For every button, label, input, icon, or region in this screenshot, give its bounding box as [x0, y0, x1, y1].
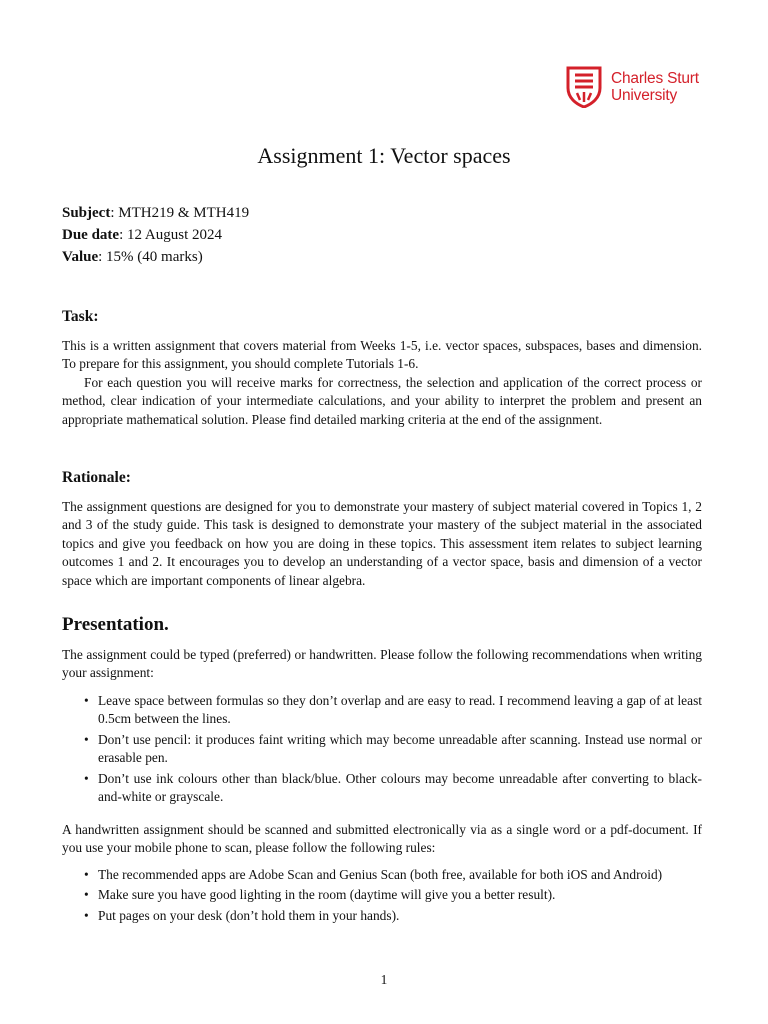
presentation-intro: The assignment could be typed (preferred) or handwritten. Please follow the following recommendations when writing your assignment:: [62, 647, 702, 681]
csu-crest-icon: [566, 66, 602, 108]
list-item-text: Don’t use ink colours other than black/blue. Other colours may become unreadable after converting to black-and-white or grayscale.: [98, 770, 702, 805]
rationale-heading: Rationale:: [62, 469, 131, 486]
rationale-paragraph: The assignment questions are designed for you to demonstrate your mastery of subject material covered in Topics 1, 2 and 3 of the study guide. This task is designed to demonstrate your mastery of the subject material in the associated topics and give you feedback on how you are doing in these topics. This assessment item relates to subject learning outcomes 1 and 2. It encourages you to develop an understanding of a vector space, basis and dimension of a vector space which are important components of linear algebra.: [62, 499, 702, 588]
task-heading: Task:: [62, 308, 99, 325]
assignment-title: Assignment 1: Vector spaces: [257, 143, 511, 168]
list-item: [62, 770, 702, 807]
list-item: [62, 731, 702, 768]
assignment-meta: [62, 202, 249, 268]
bullet-icon: •: [84, 887, 89, 903]
university-name: [611, 70, 699, 104]
presentation-recommendations: [62, 692, 702, 806]
list-item: [62, 886, 702, 904]
list-item-text: Make sure you have good lighting in the room (daytime will give you a better result).: [98, 887, 556, 903]
list-item: [62, 692, 702, 729]
list-item: [62, 907, 702, 925]
bullet-icon: •: [84, 907, 89, 923]
list-item-text: Put pages on your desk (don’t hold them in your hands).: [98, 907, 400, 923]
logo-line-1: Charles Sturt: [611, 70, 699, 87]
task-paragraph-1: This is a written assignment that covers material from Weeks 1-5, i.e. vector spaces, subspaces, bases and dimension. To prepare for this assignment, you should complete Tutorials 1-6.: [62, 338, 702, 372]
scan-intro: A handwritten assignment should be scanned and submitted electronically via as a single word or a pdf-document. If you use your mobile phone to scan, please follow the following rules:: [62, 822, 702, 856]
logo-line-2: University: [611, 87, 678, 104]
scanning-rules: [62, 866, 702, 925]
list-item: [62, 866, 702, 884]
value-value: : 15% (40 marks): [98, 249, 203, 265]
value-line: [62, 246, 249, 268]
page-number: 1: [380, 972, 388, 987]
task-paragraph-2: For each question you will receive marks for correctness, the selection and application of the correct process or method, clear indication of your intermediate calculations, and your ability to interpret the problem and present an appropriate mathematical solution. Please find detailed marking criteria at the end of the assignment.: [62, 375, 702, 427]
bullet-icon: •: [84, 867, 89, 882]
due-date-label: Due date: [62, 227, 120, 243]
bullet-icon: •: [84, 731, 89, 747]
due-date-line: [62, 224, 249, 246]
list-item-text: The recommended apps are Adobe Scan and Genius Scan (both free, available for both iOS and Android): [98, 867, 663, 882]
presentation-heading: Presentation.: [62, 614, 169, 635]
bullet-icon: •: [84, 770, 89, 786]
list-item-text: Leave space between formulas so they don’t overlap and are easy to read. I recommend leaving a gap of at least 0.5cm between the lines.: [98, 693, 702, 727]
value-label: Value: [62, 249, 99, 265]
university-logo: [566, 66, 699, 108]
due-date-value: : 12 August 2024: [119, 227, 223, 243]
subject-line: [62, 202, 249, 224]
bullet-icon: •: [84, 693, 89, 708]
subject-label: Subject: [62, 205, 111, 221]
list-item-text: Don’t use pencil: it produces faint writing which may become unreadable after scanning. Instead use normal or erasable pen.: [98, 731, 702, 766]
subject-value: : MTH219 & MTH419: [110, 205, 250, 221]
